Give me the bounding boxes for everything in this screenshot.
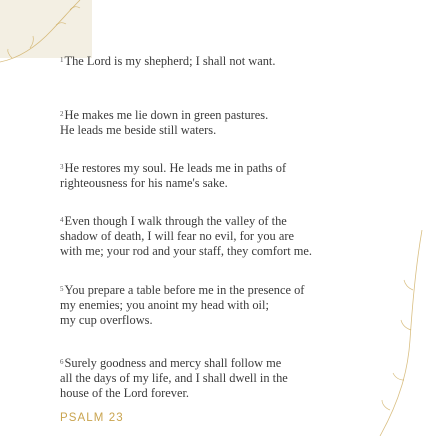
verse-1	[60, 53, 390, 69]
verse-6	[60, 355, 390, 401]
verse-line: He leads me beside still waters.	[60, 123, 217, 137]
verse-line	[60, 282, 390, 298]
verse-text: He restores my soul. He leads me in paths of	[64, 161, 287, 175]
verse-text: The Lord is my shepherd; I shall not want.	[64, 54, 276, 68]
psalm-text	[60, 53, 390, 426]
verse-line	[60, 213, 390, 229]
verse-number: 2	[60, 110, 64, 118]
verse-line: righteousness for his name's sake.	[60, 176, 228, 190]
verse-number: 4	[60, 216, 64, 224]
verse-text: Even though I walk through the valley of the	[64, 214, 287, 228]
verse-line: all the days of my life, and I shall dwell in the	[60, 371, 288, 385]
verse-line	[60, 160, 390, 176]
verse-line: my cup overflows.	[60, 313, 153, 327]
verse-line	[60, 355, 390, 371]
verse-number: 3	[60, 163, 64, 171]
verse-text: He makes me lie down in green pastures.	[64, 108, 269, 122]
verse-text: Surely goodness and mercy shall follow me	[64, 356, 282, 370]
verse-line	[60, 107, 390, 123]
verse-2	[60, 107, 390, 138]
verse-number: 1	[60, 56, 64, 64]
psalm-reference: PSALM 23	[60, 412, 124, 424]
verse-number: 6	[60, 358, 64, 366]
verse-line: my enemies; you anoint my head with oil;	[60, 298, 269, 312]
verse-line: shadow of death, I will fear no evil, for you are	[60, 229, 294, 243]
verse-line	[60, 53, 390, 69]
verse-3	[60, 160, 390, 191]
verse-line: with me; your rod and your staff, they comfort me.	[60, 244, 312, 258]
verse-line: house of the Lord forever.	[60, 386, 190, 400]
verse-5	[60, 282, 390, 328]
verse-number: 5	[60, 285, 64, 293]
verse-text: You prepare a table before me in the presence of	[64, 283, 305, 297]
verse-4	[60, 213, 390, 259]
